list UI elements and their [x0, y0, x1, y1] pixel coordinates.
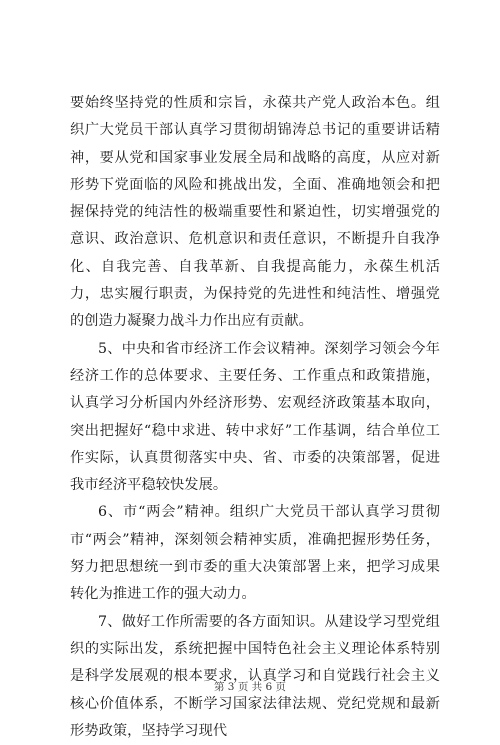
- document-body: [70, 90, 440, 745]
- paragraph-continued-party-purity: 要始终坚持党的性质和宗旨，永葆共产党人政治本色。组织广大党员干部认真学习贯彻胡锦涛总书记的重要讲话精神，要从党和国家事业发展全局和战略的高度，从应对新形势下党面临的风险和挑战出发，全面、准确地领会和把握保持党的纯洁性的极端重要性和紧迫性，切实增强党的意识、政治意识、危机意识和责任意识，不断提升自我净化、自我完善、自我革新、自我提高能力，永葆生机活力，忠实履行职责，为保持党的先进性和纯洁性、增强党的创造力凝聚力战斗力作出应有贡献。: [70, 95, 440, 330]
- paragraph-economic-work-conference: 5、中央和省市经济工作会议精神。深刻学习领会今年经济工作的总体要求、主要任务、工作重点和政策措施，认真学习分析国内外经济形势、宏观经济政策基本取向，突出把握好“稳中求进、转中求好”工作基调，结合单位工作实际，认真贯彻落实中央、省、市委的决策部署，促进我市经济平稳较快发展。: [70, 340, 440, 494]
- paragraph-work-knowledge: 7、做好工作所需要的各方面知识。从建设学习型党组织的实际出发，系统把握中国特色社会主义理论体系特别是科学发展观的根本要求，认真学习和自觉践行社会主义核心价值体系，不断学习国家法律法规、党纪党规和最新形势政策，坚持学习现代: [70, 613, 440, 739]
- page-number-footer: 第 3 页 共 6 页: [213, 681, 287, 693]
- paragraph-two-sessions-spirit: 6、市“两会”精神。组织广大党员干部认真学习贯彻市“两会”精神，深刻领会精神实质，准确把握形势任务，努力把思想统一到市委的重大决策部署上来，把学习成果转化为推进工作的强大动力。: [70, 504, 440, 603]
